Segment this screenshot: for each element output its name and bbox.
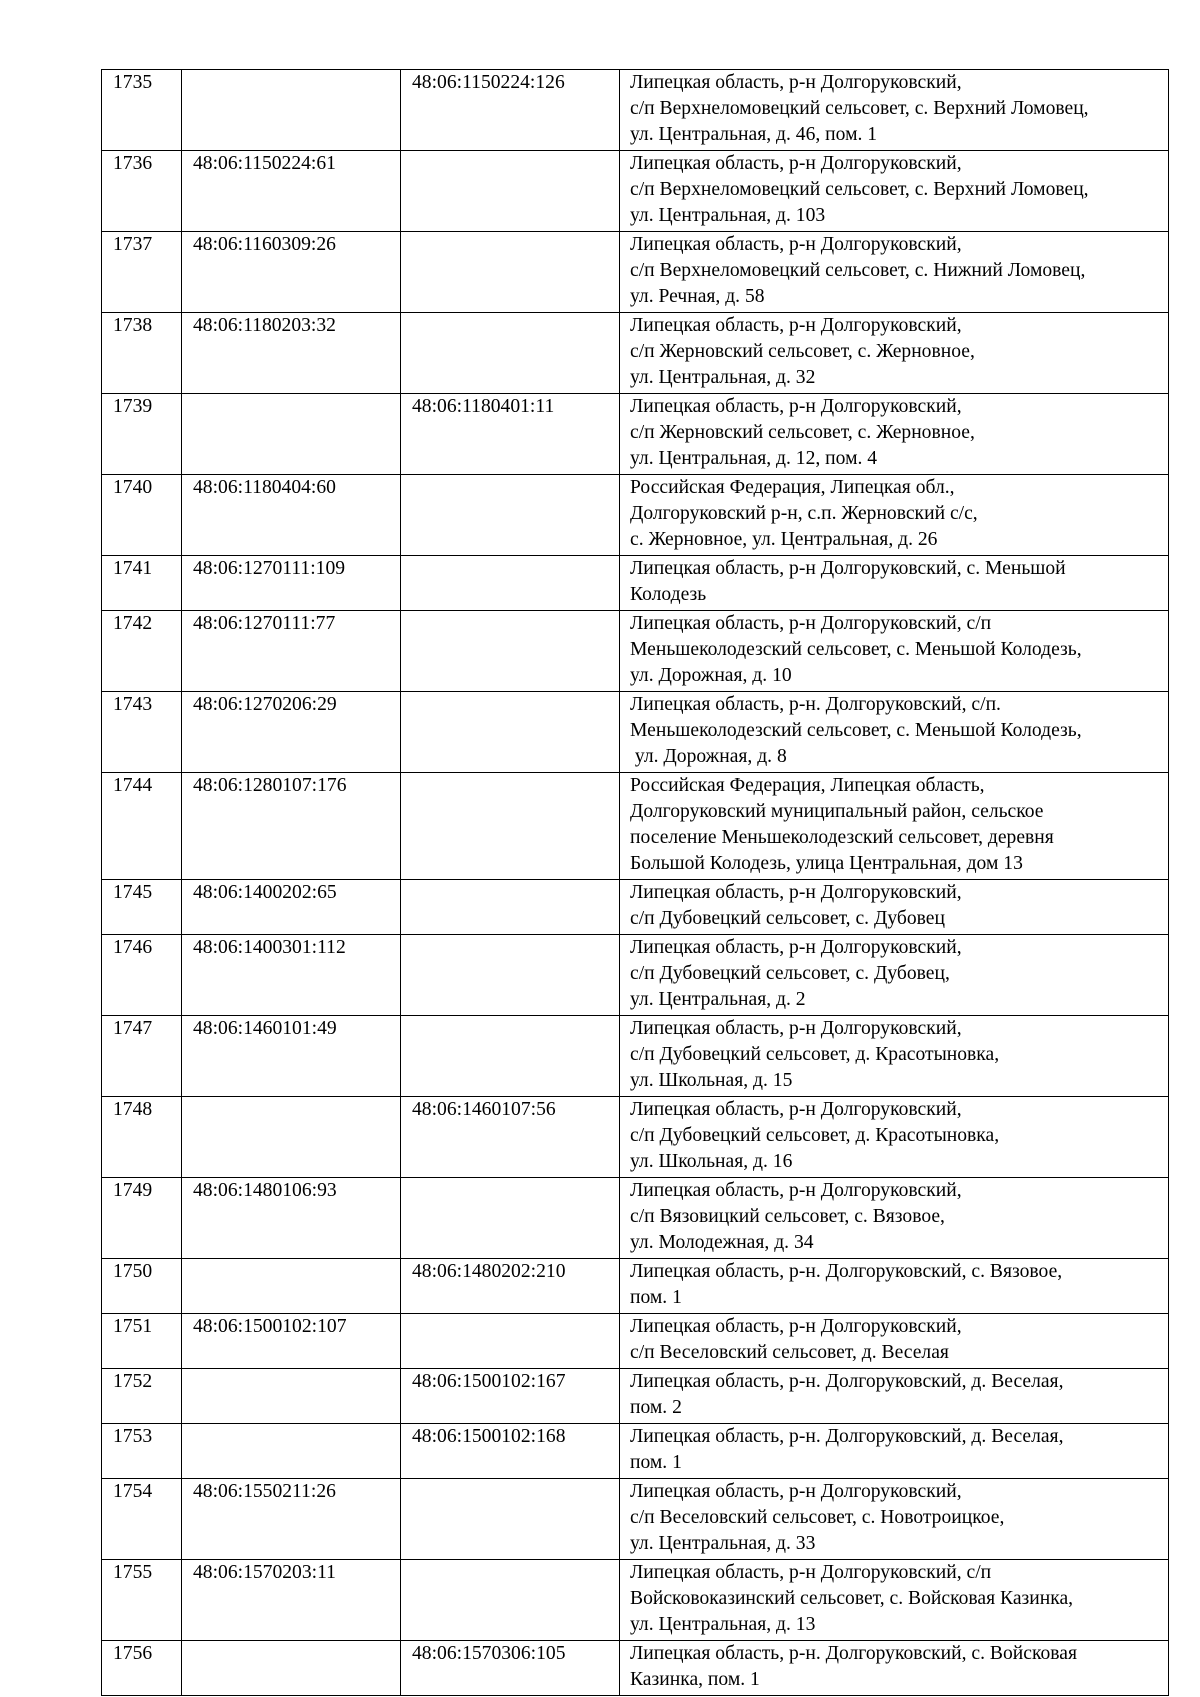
land-cadastral-number-cell: 48:06:1400301:112: [182, 935, 401, 1016]
land-cadastral-number-cell: 48:06:1480106:93: [182, 1178, 401, 1259]
building-cadastral-number-cell: [401, 611, 620, 692]
building-cadastral-number-cell: [401, 556, 620, 611]
table-row: [102, 611, 1169, 692]
table-row: [102, 1314, 1169, 1369]
table-row: [102, 475, 1169, 556]
row-number-cell: 1749: [102, 1178, 182, 1259]
table-row: [102, 773, 1169, 880]
row-number-cell: 1743: [102, 692, 182, 773]
land-cadastral-number-cell: 48:06:1460101:49: [182, 1016, 401, 1097]
row-number-cell: 1735: [102, 70, 182, 151]
row-number-cell: 1744: [102, 773, 182, 880]
table-row: [102, 880, 1169, 935]
building-cadastral-number-cell: [401, 1479, 620, 1560]
row-number-cell: 1756: [102, 1641, 182, 1696]
land-cadastral-number-cell: 48:06:1550211:26: [182, 1479, 401, 1560]
land-cadastral-number-cell: [182, 1641, 401, 1696]
address-cell: Липецкая область, р-н Долгоруковский, с/п Дубовецкий сельсовет, с. Дубовец: [620, 880, 1169, 935]
row-number-cell: 1748: [102, 1097, 182, 1178]
address-cell: Липецкая область, р-н Долгоруковский, с/п Жерновский сельсовет, с. Жерновное, ул. Центральная, д. 32: [620, 313, 1169, 394]
building-cadastral-number-cell: [401, 475, 620, 556]
row-number-cell: 1737: [102, 232, 182, 313]
row-number-cell: 1740: [102, 475, 182, 556]
address-cell: Липецкая область, р-н Долгоруковский, с/п Меньшеколодезский сельсовет, с. Меньшой Колодезь, ул. Дорожная, д. 10: [620, 611, 1169, 692]
address-cell: Липецкая область, р-н Долгоруковский, с/п Дубовецкий сельсовет, д. Красотыновка, ул. Школьная, д. 16: [620, 1097, 1169, 1178]
building-cadastral-number-cell: [401, 1560, 620, 1641]
building-cadastral-number-cell: [401, 773, 620, 880]
table-row: [102, 1424, 1169, 1479]
address-cell: Липецкая область, р-н Долгоруковский, с/п Веселовский сельсовет, с. Новотроицкое, ул. Центральная, д. 33: [620, 1479, 1169, 1560]
land-cadastral-number-cell: 48:06:1180203:32: [182, 313, 401, 394]
row-number-cell: 1754: [102, 1479, 182, 1560]
table-row: [102, 935, 1169, 1016]
address-cell: Российская Федерация, Липецкая обл., Долгоруковский р-н, с.п. Жерновский с/с, с. Жерновное, ул. Центральная, д. 26: [620, 475, 1169, 556]
building-cadastral-number-cell: [401, 313, 620, 394]
land-cadastral-number-cell: [182, 1369, 401, 1424]
address-cell: Липецкая область, р-н Долгоруковский, с/п Жерновский сельсовет, с. Жерновное, ул. Центральная, д. 12, пом. 4: [620, 394, 1169, 475]
building-cadastral-number-cell: 48:06:1500102:168: [401, 1424, 620, 1479]
building-cadastral-number-cell: 48:06:1180401:11: [401, 394, 620, 475]
building-cadastral-number-cell: 48:06:1480202:210: [401, 1259, 620, 1314]
building-cadastral-number-cell: [401, 1016, 620, 1097]
table-row: [102, 70, 1169, 151]
land-cadastral-number-cell: [182, 70, 401, 151]
row-number-cell: 1753: [102, 1424, 182, 1479]
land-cadastral-number-cell: [182, 1424, 401, 1479]
address-cell: Липецкая область, р-н. Долгоруковский, д. Веселая, пом. 2: [620, 1369, 1169, 1424]
building-cadastral-number-cell: [401, 935, 620, 1016]
table-row: [102, 1560, 1169, 1641]
table-row: [102, 1479, 1169, 1560]
row-number-cell: 1736: [102, 151, 182, 232]
land-cadastral-number-cell: 48:06:1400202:65: [182, 880, 401, 935]
row-number-cell: 1741: [102, 556, 182, 611]
table-row: [102, 1641, 1169, 1696]
address-cell: Липецкая область, р-н Долгоруковский, с/п Веселовский сельсовет, д. Веселая: [620, 1314, 1169, 1369]
table-row: [102, 1259, 1169, 1314]
land-cadastral-number-cell: 48:06:1160309:26: [182, 232, 401, 313]
address-cell: Липецкая область, р-н Долгоруковский, с. Меньшой Колодезь: [620, 556, 1169, 611]
table-row: [102, 1016, 1169, 1097]
address-cell: Липецкая область, р-н Долгоруковский, с/п Верхнеломовецкий сельсовет, с. Нижний Ломовец, ул. Речная, д. 58: [620, 232, 1169, 313]
row-number-cell: 1750: [102, 1259, 182, 1314]
row-number-cell: 1746: [102, 935, 182, 1016]
land-cadastral-number-cell: [182, 394, 401, 475]
address-cell: Липецкая область, р-н Долгоруковский, с/п Верхнеломовецкий сельсовет, с. Верхний Ломовец, ул. Центральная, д. 46, пом. 1: [620, 70, 1169, 151]
building-cadastral-number-cell: 48:06:1150224:126: [401, 70, 620, 151]
table-row: [102, 151, 1169, 232]
property-registry-table: [101, 69, 1169, 1696]
row-number-cell: 1751: [102, 1314, 182, 1369]
table-row: [102, 692, 1169, 773]
building-cadastral-number-cell: [401, 1314, 620, 1369]
table-row: [102, 313, 1169, 394]
building-cadastral-number-cell: 48:06:1460107:56: [401, 1097, 620, 1178]
address-cell: Липецкая область, р-н. Долгоруковский, д. Веселая, пом. 1: [620, 1424, 1169, 1479]
land-cadastral-number-cell: 48:06:1150224:61: [182, 151, 401, 232]
building-cadastral-number-cell: 48:06:1570306:105: [401, 1641, 620, 1696]
land-cadastral-number-cell: 48:06:1180404:60: [182, 475, 401, 556]
registry-table-body: [102, 70, 1169, 1696]
land-cadastral-number-cell: 48:06:1280107:176: [182, 773, 401, 880]
building-cadastral-number-cell: [401, 232, 620, 313]
land-cadastral-number-cell: [182, 1259, 401, 1314]
building-cadastral-number-cell: 48:06:1500102:167: [401, 1369, 620, 1424]
land-cadastral-number-cell: 48:06:1270111:77: [182, 611, 401, 692]
building-cadastral-number-cell: [401, 692, 620, 773]
address-cell: Липецкая область, р-н Долгоруковский, с/п Верхнеломовецкий сельсовет, с. Верхний Ломовец, ул. Центральная, д. 103: [620, 151, 1169, 232]
row-number-cell: 1738: [102, 313, 182, 394]
address-cell: Российская Федерация, Липецкая область, Долгоруковский муниципальный район, сельское поселение Меньшеколодезский сельсовет, деревня Большой Колодезь, улица Центральная, дом 13: [620, 773, 1169, 880]
table-row: [102, 556, 1169, 611]
land-cadastral-number-cell: [182, 1097, 401, 1178]
table-row: [102, 1097, 1169, 1178]
table-row: [102, 1178, 1169, 1259]
address-cell: Липецкая область, р-н Долгоруковский, с/п Дубовецкий сельсовет, д. Красотыновка, ул. Школьная, д. 15: [620, 1016, 1169, 1097]
land-cadastral-number-cell: 48:06:1570203:11: [182, 1560, 401, 1641]
building-cadastral-number-cell: [401, 1178, 620, 1259]
building-cadastral-number-cell: [401, 151, 620, 232]
land-cadastral-number-cell: 48:06:1500102:107: [182, 1314, 401, 1369]
building-cadastral-number-cell: [401, 880, 620, 935]
land-cadastral-number-cell: 48:06:1270111:109: [182, 556, 401, 611]
row-number-cell: 1745: [102, 880, 182, 935]
table-row: [102, 394, 1169, 475]
address-cell: Липецкая область, р-н. Долгоруковский, с. Войсковая Казинка, пом. 1: [620, 1641, 1169, 1696]
land-cadastral-number-cell: 48:06:1270206:29: [182, 692, 401, 773]
address-cell: Липецкая область, р-н. Долгоруковский, с. Вязовое, пом. 1: [620, 1259, 1169, 1314]
table-row: [102, 232, 1169, 313]
row-number-cell: 1752: [102, 1369, 182, 1424]
address-cell: Липецкая область, р-н. Долгоруковский, с/п. Меньшеколодезский сельсовет, с. Меньшой Колодезь, ул. Дорожная, д. 8: [620, 692, 1169, 773]
address-cell: Липецкая область, р-н Долгоруковский, с/п Дубовецкий сельсовет, с. Дубовец, ул. Центральная, д. 2: [620, 935, 1169, 1016]
address-cell: Липецкая область, р-н Долгоруковский, с/п Вязовицкий сельсовет, с. Вязовое, ул. Молодежная, д. 34: [620, 1178, 1169, 1259]
row-number-cell: 1755: [102, 1560, 182, 1641]
row-number-cell: 1739: [102, 394, 182, 475]
address-cell: Липецкая область, р-н Долгоруковский, с/п Войсковоказинский сельсовет, с. Войсковая Казинка, ул. Центральная, д. 13: [620, 1560, 1169, 1641]
table-row: [102, 1369, 1169, 1424]
row-number-cell: 1747: [102, 1016, 182, 1097]
row-number-cell: 1742: [102, 611, 182, 692]
